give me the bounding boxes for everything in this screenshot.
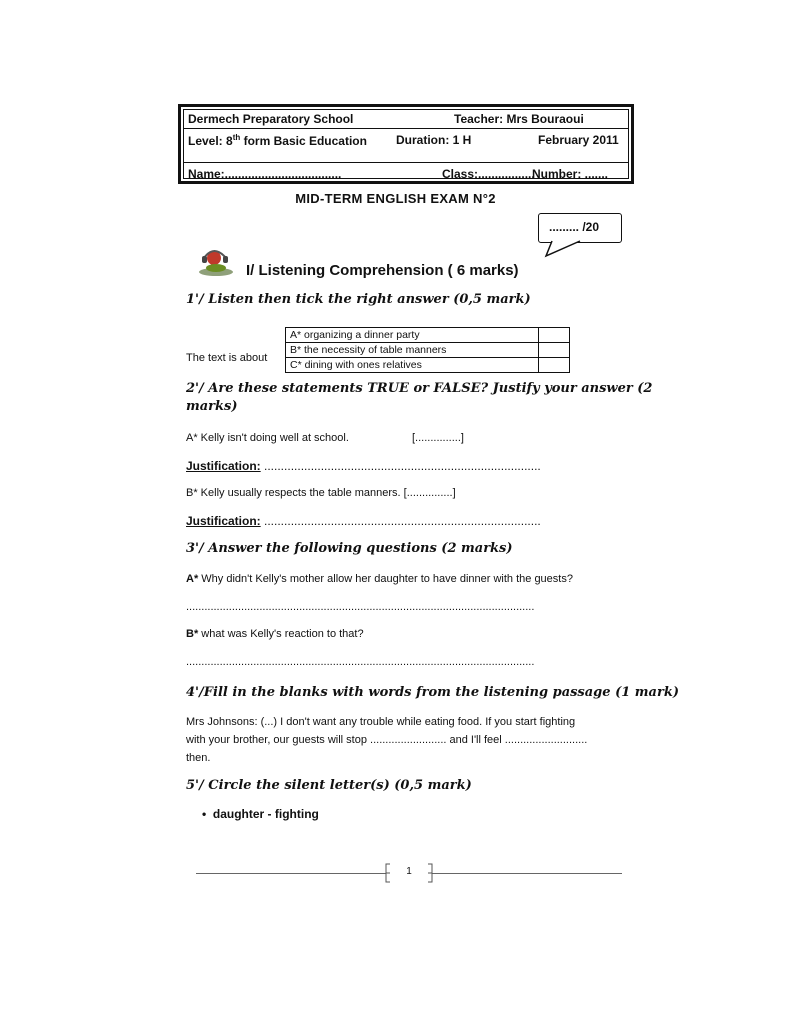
q3-a-label: A* — [186, 573, 199, 585]
listening-headphones-icon — [196, 246, 238, 278]
q5-word-list — [202, 807, 319, 821]
header-divider-1 — [184, 128, 628, 129]
q1-option-row — [286, 343, 570, 358]
date-text: February 2011 — [538, 133, 619, 147]
q3-answer-line-a[interactable]: .................................................................................................................. — [186, 601, 535, 613]
number-field: Number: ....... — [532, 167, 609, 181]
q3-question-b — [186, 628, 364, 640]
q4-passage-line2[interactable]: with your brother, our guests will stop ......................... and I'll feel ........................... — [186, 734, 588, 746]
class-field: Class:................. — [442, 167, 535, 181]
footer-line-right — [432, 873, 622, 874]
header-divider-2 — [184, 162, 628, 163]
footer-line-left — [196, 873, 386, 874]
q1-tick-box-a[interactable] — [539, 328, 570, 343]
name-field: Name:................................... — [188, 167, 342, 181]
q5-words[interactable]: daughter - fighting — [212, 807, 319, 821]
level-text: Level: 8th form Basic Education — [188, 133, 367, 148]
justification-answer-line[interactable]: ................................................................................... — [264, 514, 541, 528]
q1-tick-box-b[interactable] — [539, 343, 570, 358]
page-number: 1 — [406, 866, 412, 877]
score-box — [538, 213, 622, 243]
section-title: I/ Listening Comprehension ( 6 marks) — [246, 262, 519, 279]
q4-passage-line3: then. — [186, 752, 211, 764]
q1-option-row — [286, 358, 570, 373]
exam-title: MID-TERM ENGLISH EXAM N°2 — [295, 191, 496, 206]
q3-heading: 3'/ Answer the following questions (2 marks) — [186, 541, 513, 556]
q5-heading: 5'/ Circle the silent letter(s) (0,5 mark) — [186, 778, 472, 793]
q1-tick-box-c[interactable] — [539, 358, 570, 373]
q1-option-c: C* dining with ones relatives — [286, 358, 539, 373]
justification-label: Justification: — [186, 514, 261, 528]
q1-heading: 1'/ Listen then tick the right answer (0,5 mark) — [186, 292, 531, 307]
school-name: Dermech Preparatory School — [188, 112, 354, 126]
q3-answer-line-b[interactable]: .................................................................................................................. — [186, 656, 535, 668]
speech-bubble-tail-icon — [540, 240, 600, 260]
q2-statement-b — [186, 487, 456, 499]
header-box — [178, 104, 634, 184]
q2-justification-a — [186, 459, 541, 473]
q2-statement-a: A* Kelly isn't doing well at school. — [186, 432, 349, 444]
q1-option-row — [286, 328, 570, 343]
q2-heading-line2: marks) — [186, 399, 238, 414]
q1-option-a: A* organizing a dinner party — [286, 328, 539, 343]
q3-question-a — [186, 573, 573, 585]
justification-answer-line[interactable]: ................................................................................... — [264, 459, 541, 473]
q3-b-label: B* — [186, 628, 199, 640]
q1-option-b: B* the necessity of table manners — [286, 343, 539, 358]
q2-answer-bracket-b[interactable]: [...............] — [403, 487, 456, 499]
q2-answer-bracket-a[interactable]: [...............] — [412, 432, 464, 444]
q1-options-table — [285, 327, 570, 373]
q4-passage-line1: Mrs Johnsons: (...) I don't want any trouble while eating food. If you start fighting — [186, 716, 576, 728]
q1-stem: The text is about — [186, 352, 268, 364]
q2-heading-line1: 2'/ Are these statements TRUE or FALSE? Justify your answer (2 — [186, 381, 653, 396]
q3-a-text: Why didn't Kelly's mother allow her daughter to have dinner with the guests? — [198, 573, 573, 585]
q3-b-text: what was Kelly's reaction to that? — [198, 628, 364, 640]
bullet: • — [202, 807, 213, 821]
justification-label: Justification: — [186, 459, 261, 473]
header-inner — [183, 109, 629, 179]
q2-justification-b — [186, 514, 541, 528]
teacher-name: Teacher: Mrs Bouraoui — [454, 112, 584, 126]
q4-heading: 4'/Fill in the blanks with words from the listening passage (1 mark) — [186, 685, 679, 700]
q2-statement-b-text: B* Kelly usually respects the table manners. — [186, 487, 401, 499]
duration-text: Duration: 1 H — [396, 133, 472, 147]
score-text: ......... /20 — [549, 220, 600, 234]
